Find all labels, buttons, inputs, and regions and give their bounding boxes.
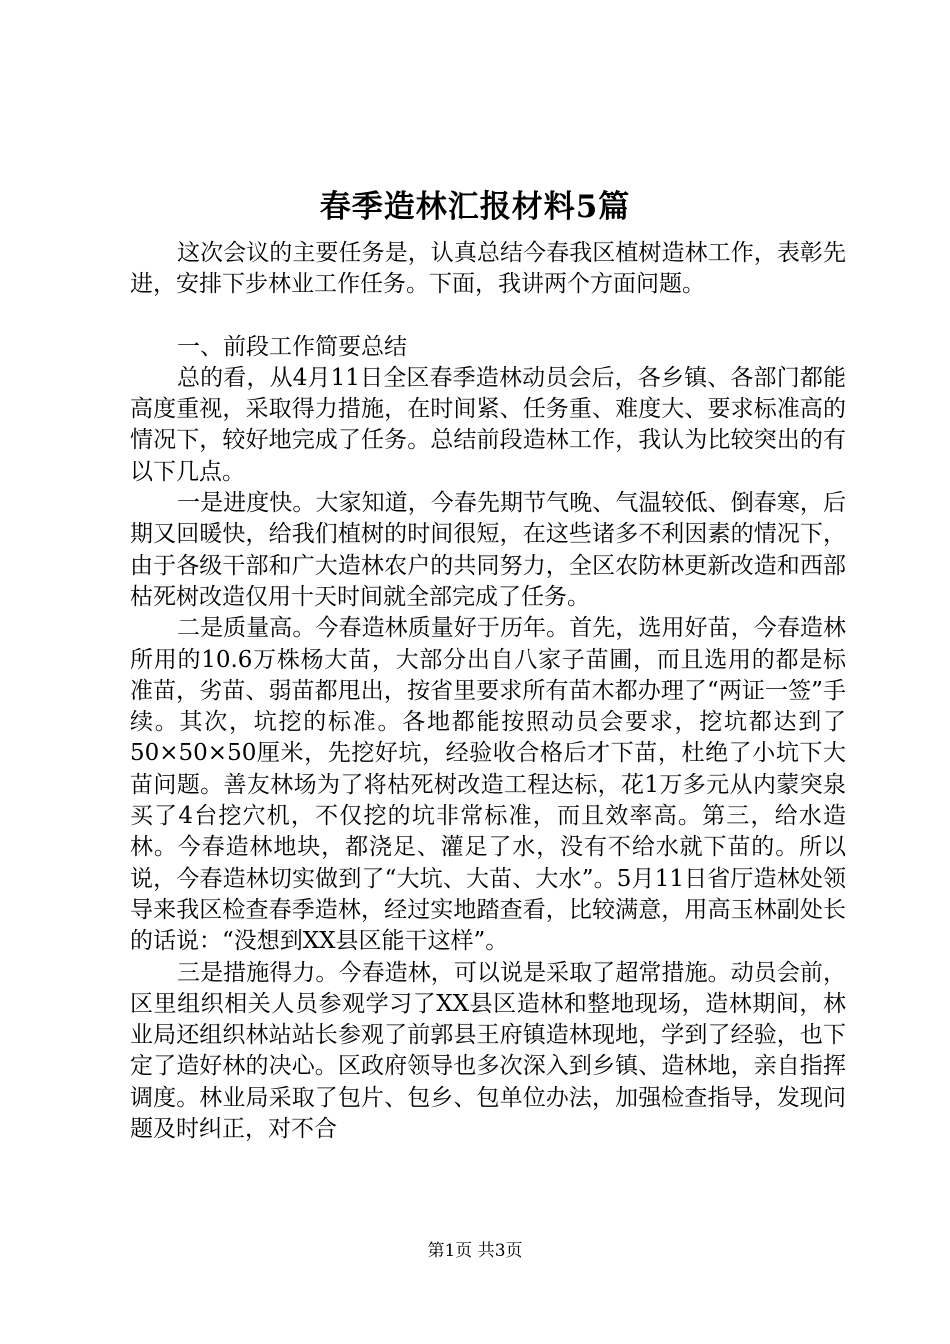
page-footer: 第1页 共3页 [427,1241,523,1261]
measures-paragraph: 三是措施得力。今春造林，可以说是采取了超常措施。动员会前，区里组织相关人员参观学习了XX县区造林和整地现场，造林期间，林业局还组织林站站长参观了前郭县王府镇造林现地，学到了经验，也下定了造好林的决心。区政府领导也多次深入到乡镇、造林地，亲自指挥调度。林业局采取了包片、包乡、包单位办法，加强检查指导，发现问题及时纠正，对不合 [130,959,846,1143]
section-heading: 一、前段工作简要总结 [177,333,407,360]
summary-paragraph: 总的看，从4月11日全区春季造林动员会后，各乡镇、各部门都能高度重视，采取得力措施，在时间紧、任务重、难度大、要求标准高的情况下，较好地完成了任务。总结前段造林工作，我认为比较突出的有以下几点。 [130,364,846,485]
document-title: 春季造林汇报材料5篇 [319,189,631,225]
progress-paragraph: 一是进度快。大家知道，今春先期节气晚、气温较低、倒春寒，后期又回暖快，给我们植树的时间很短，在这些诸多不利因素的情况下，由于各级干部和广大造林农户的共同努力，全区农防林更新改造和西部枯死树改造仅用十天时间就全部完成了任务。 [130,490,846,610]
paragraph-spacer [130,301,846,332]
document-body [130,238,846,1145]
quality-paragraph: 二是质量高。今春造林质量好于历年。首先，选用好苗，今春造林所用的10.6万株杨大苗，大部分出自八家子苗圃，而且选用的都是标准苗，劣苗、弱苗都甩出，按省里要求所有苗木都办理了“两证一签”手续。其次，坑挖的标准。各地都能按照动员会要求，挖坑都达到了50×50×50厘米，先挖好坑，经验收合格后才下苗，杜绝了小坑下大苗问题。善友林场为了将枯死树改造工程达标，花1万多元从内蒙突泉买了4台挖穴机，不仅挖的坑非常标准，而且效率高。第三，给水造林。今春造林地块，都浇足、灌足了水，没有不给水就下苗的。所以说，今春造林切实做到了“大坑、大苗、大水”。5月11日省厅造林处领导来我区检查春季造林，经过实地踏查看，比较满意，用高玉林副处长的话说：“没想到XX县区能干这样”。 [130,615,846,955]
intro-paragraph: 这次会议的主要任务是，认真总结今春我区植树造林工作，表彰先进，安排下步林业工作任务。下面，我讲两个方面问题。 [130,240,846,298]
